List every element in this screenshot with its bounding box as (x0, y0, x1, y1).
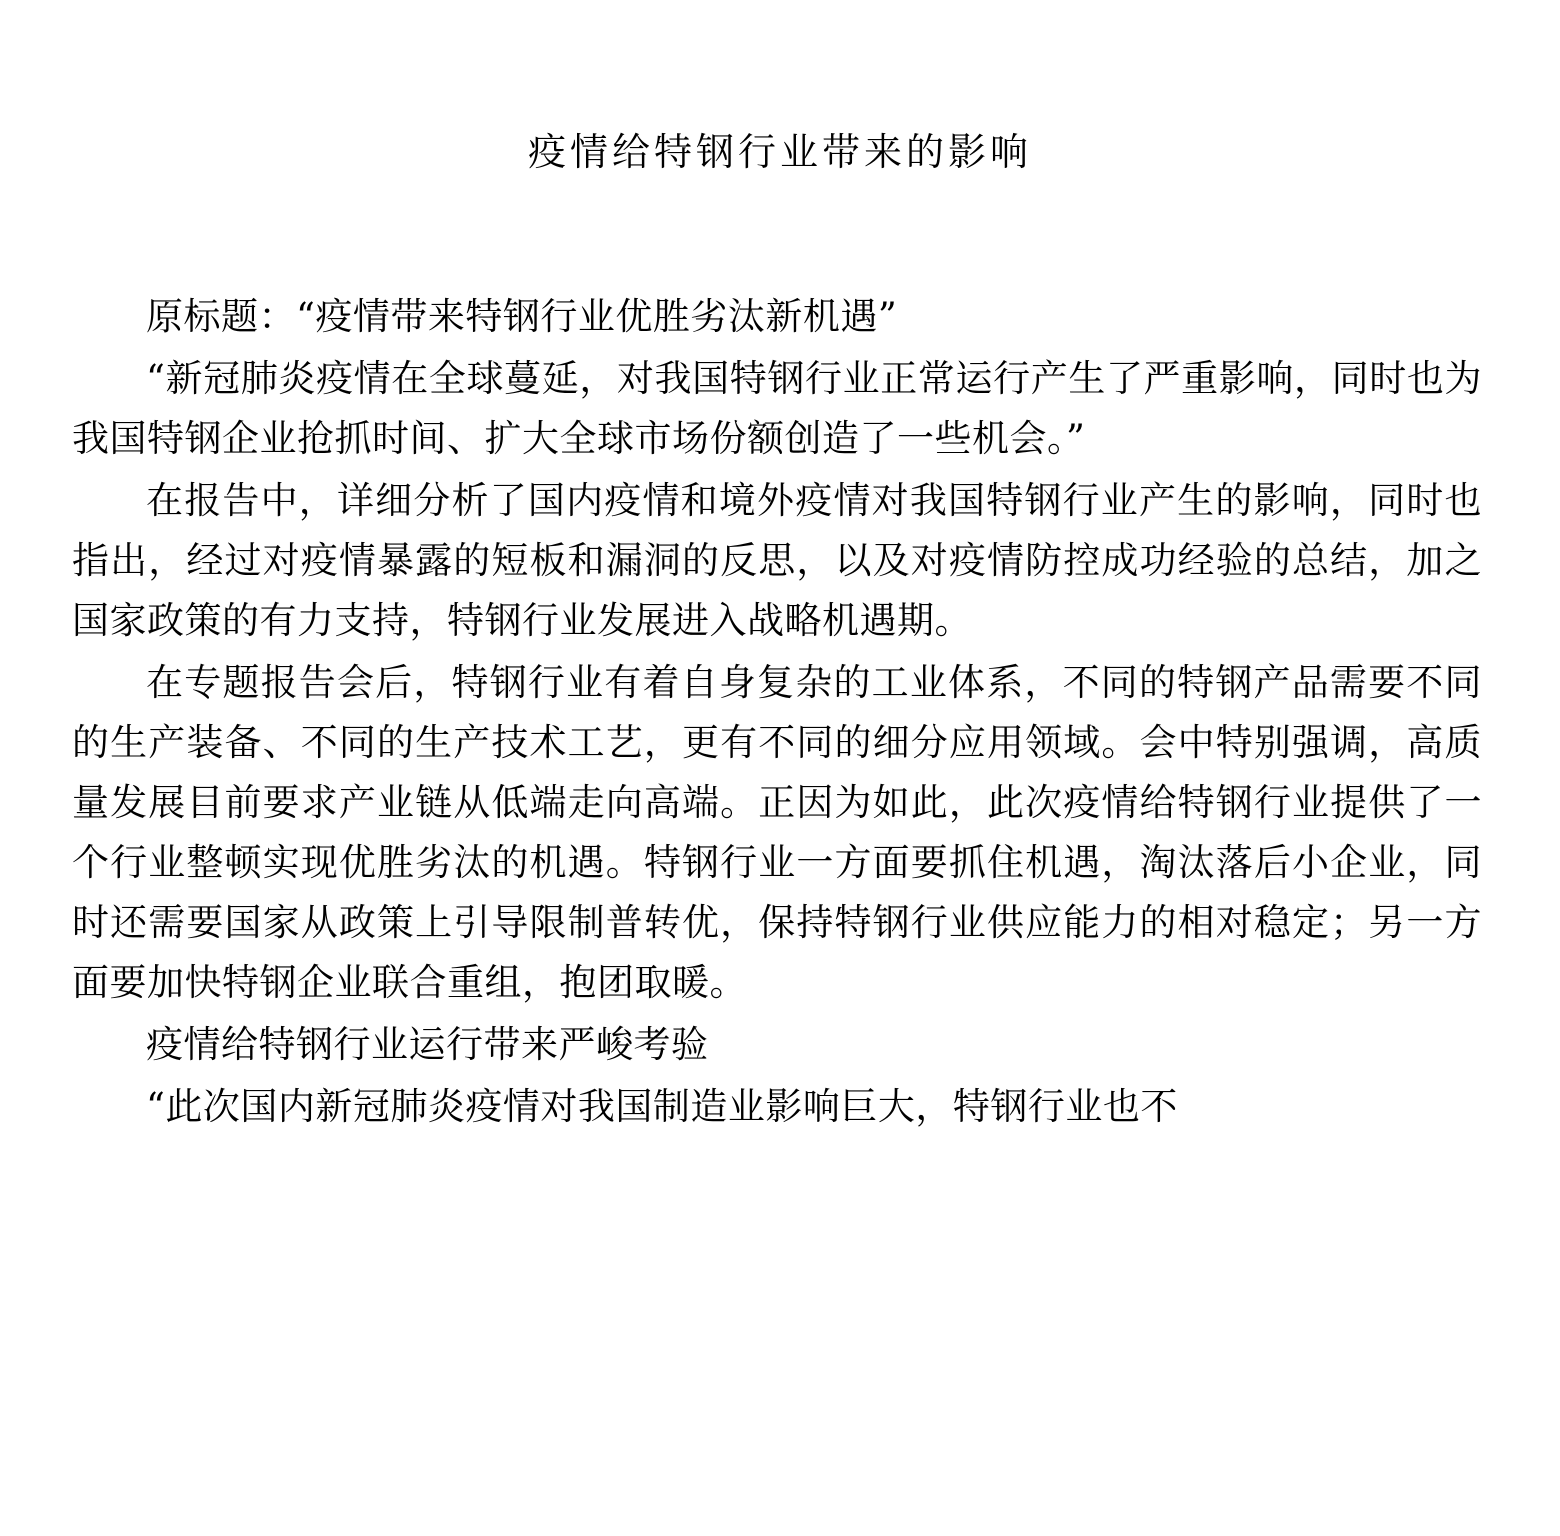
paragraph-industry-system: 在专题报告会后，特钢行业有着自身复杂的工业体系，不同的特钢产品需要不同的生产装备、不同的生产技术工艺，更有不同的细分应用领域。会中特别强调，高质量发展目前要求产业链从低端走向高端。正因为如此，此次疫情给特钢行业提供了一个行业整顿实现优胜劣汰的机遇。特钢行业一方面要抓住机遇，淘汰落后小企业，同时还需要国家从政策上引导限制普转优，保持特钢行业供应能力的相对稳定；另一方面要加快特钢企业联合重组，抱团取暖。 (72, 661, 1482, 1004)
paragraph-original-title: 原标题：“疫情带来特钢行业优胜劣汰新机遇” (146, 295, 898, 339)
paragraph-section-heading: 疫情给特钢行业运行带来严峻考验 (146, 1022, 709, 1066)
paragraph-report-analysis: 在报告中，详细分析了国内疫情和境外疫情对我国特钢行业产生的影响，同时也指出，经过对疫情暴露的短板和漏洞的反思，以及对疫情防控成功经验的总结，加之国家政策的有力支持，特钢行业发展进入战略机遇期。 (72, 479, 1482, 643)
paragraph-quote-intro: “新冠肺炎疫情在全球蔓延，对我国特钢行业正常运行产生了严重影响，同时也为我国特钢企业抢抓时间、扩大全球市场份额创造了一些机会。” (72, 357, 1482, 461)
document-body (0, 287, 1560, 1136)
page-title: 疫情给特钢行业带来的影响 (527, 130, 1032, 174)
paragraph-manufacturing-impact: “此次国内新冠肺炎疫情对我国制造业影响巨大，特钢行业也不 (146, 1084, 1178, 1128)
